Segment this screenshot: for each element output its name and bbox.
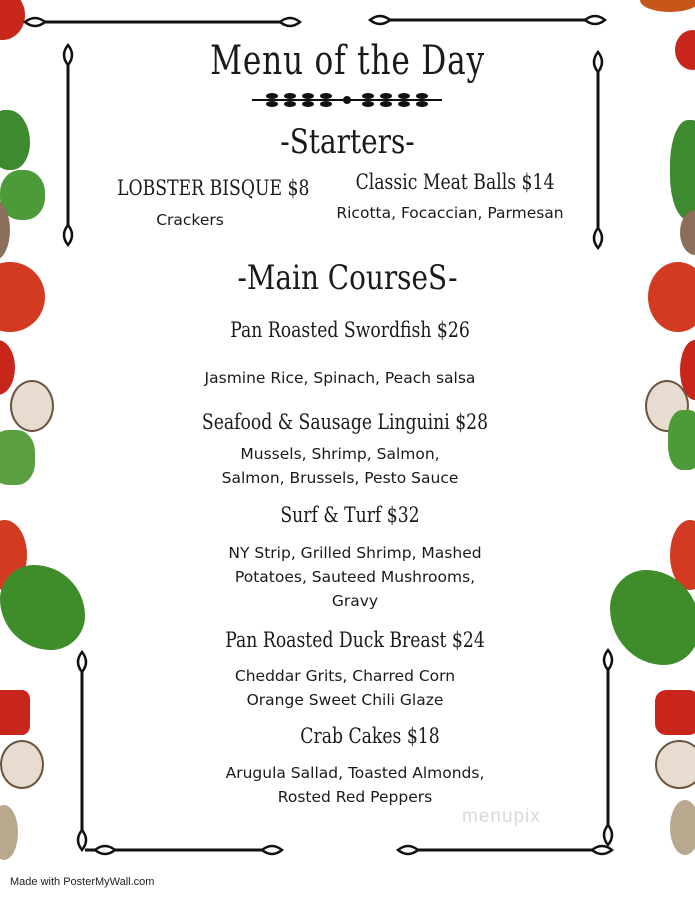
main-duck-breast: Pan Roasted Duck Breast $24 [225,628,485,652]
main-linguini-desc-2: Salmon, Brussels, Pesto Sauce [221,469,459,487]
main-duck-breast-desc-1: Cheddar Grits, Charred Corn [234,667,456,685]
starter-meat-balls-desc: Ricotta, Focaccian, Parmesan [336,204,564,222]
starter-lobster-bisque: LOBSTER BISQUE $8 [117,176,310,200]
main-crab-cakes-desc-1: Arugula Sallad, Toasted Almonds, [225,764,485,782]
main-crab-cakes-desc-2: Rosted Red Peppers [277,788,433,806]
starter-meat-balls: Classic Meat Balls $14 [355,170,555,194]
starter-lobster-bisque-desc: Crackers [156,211,224,229]
vine-divider-icon [252,90,442,110]
footer-credit: Made with PosterMyWall.com [10,876,155,888]
starters-heading: -Starters- [280,122,415,162]
main-surf-turf-desc-2: Potatoes, Sauteed Mushrooms, [234,568,476,586]
main-crab-cakes: Crab Cakes $18 [300,724,440,748]
watermark: menupix [462,806,541,827]
main-swordfish: Pan Roasted Swordfish $26 [230,318,470,342]
mains-heading: -Main CourseS- [237,258,458,298]
main-surf-turf-desc-1: NY Strip, Grilled Shrimp, Mashed [228,544,482,562]
main-surf-turf: Surf & Turf $32 [280,503,420,527]
menu-title: Menu of the Day [210,38,485,84]
main-linguini: Seafood & Sausage Linguini $28 [201,410,489,434]
main-swordfish-desc: Jasmine Rice, Spinach, Peach salsa [204,369,476,387]
main-surf-turf-desc-3: Gravy [331,592,379,610]
main-duck-breast-desc-2: Orange Sweet Chili Glaze [246,691,444,709]
main-linguini-desc-1: Mussels, Shrimp, Salmon, [240,445,440,463]
